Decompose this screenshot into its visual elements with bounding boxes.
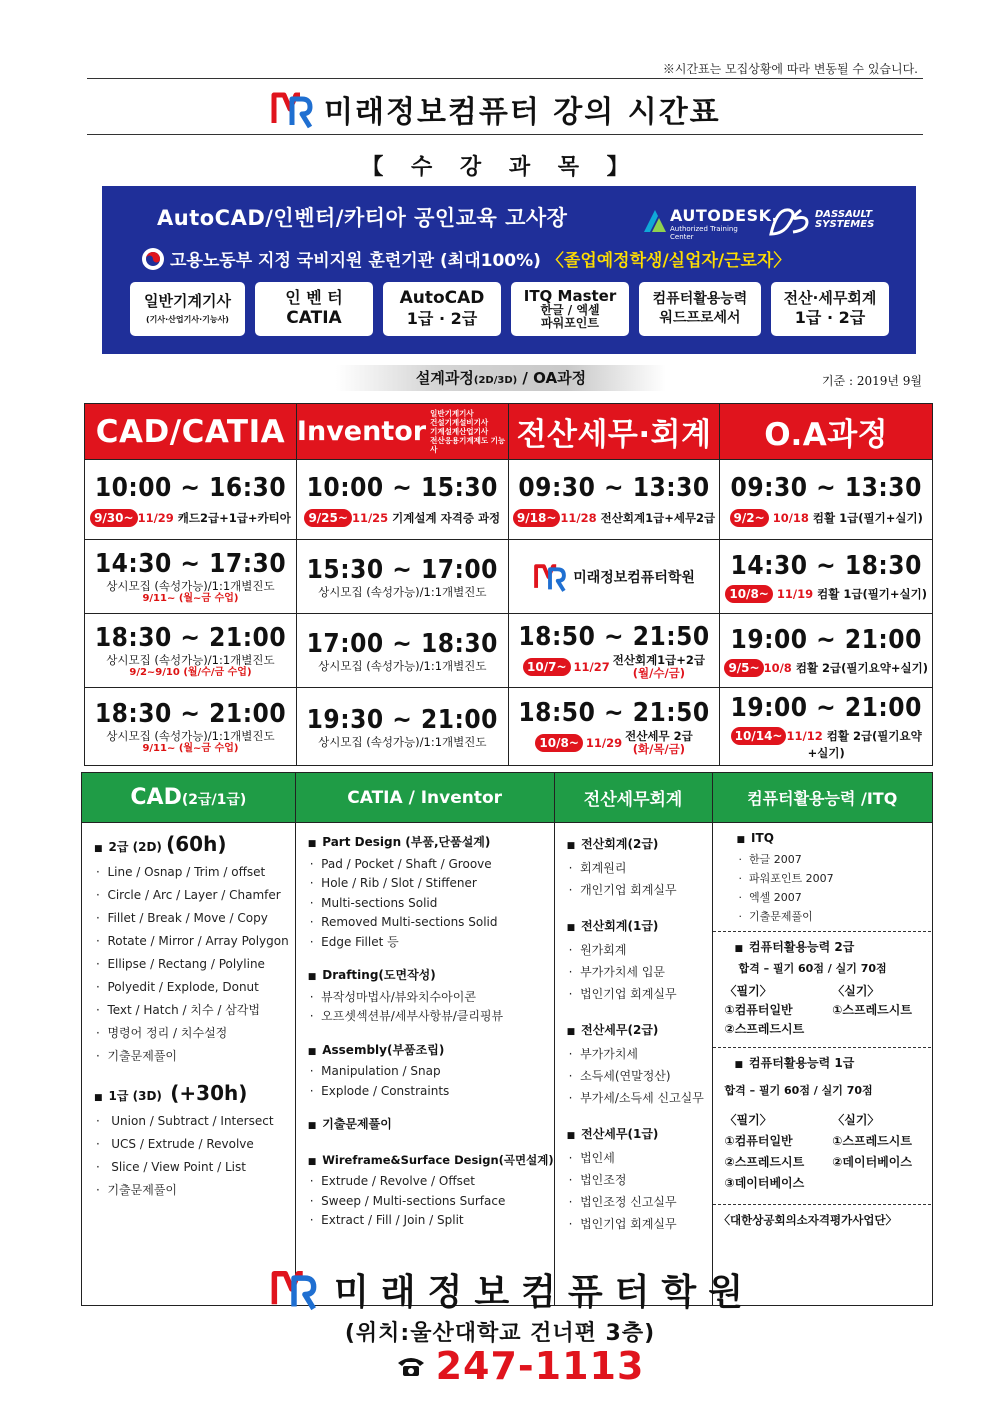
chip-general-machinery	[130, 282, 245, 336]
section-heading: 컴퓨터활용능력 2급	[749, 940, 855, 954]
schedule-table	[84, 403, 933, 766]
dassault-icon	[767, 204, 813, 240]
section-heading: 전산회계(2급)	[581, 837, 659, 851]
list-item-text: Union / Subtract / Intersect	[111, 1114, 274, 1128]
class-time: 14:30 ~ 17:30	[94, 548, 287, 579]
list-item: · 부가가치세 입문	[568, 965, 666, 979]
course-name: 전산회계1급+2급	[612, 652, 706, 667]
chip-label: AutoCAD	[399, 288, 485, 309]
list-item-text: 명령어 정리 / 치수설정	[107, 1026, 228, 1040]
curriculum-tax-column: ■ 전산회계(2급) · 회계원리 · 개인기업 회계실무 ■ 전산회계(1급) · 원가회계 · 부가가치세 입문 · 법인기업 회계실무 ■ 전산세무(2급) · 부가가치세 · 소득세(연말정산) · 부가세/소득세 신고실무 ■ 전산세무(1급) · 법인세 · 법인조정 · 법인조정 신고실무 · 법인기업 회계실무	[554, 823, 712, 1306]
address: (위치:울산대학교 건너편 3층)	[344, 1321, 656, 1346]
list-item-text: Circle / Arc / Layer / Chamfer	[107, 888, 281, 902]
end-date: 10/8	[763, 660, 792, 675]
chip-itq-master	[511, 282, 629, 336]
phone-icon	[396, 1355, 426, 1377]
header-label: CAD/CATIA	[95, 413, 286, 450]
chip-label: 일반기계기사	[144, 291, 231, 310]
list-item: · Union / Subtract / Intersect	[96, 1114, 274, 1128]
class-note: 상시모집 (속성가능)/1:1개별진도	[106, 652, 275, 667]
academy-logo-icon	[533, 560, 567, 594]
schedule-cell	[296, 614, 508, 688]
list-item-text: 법인기업 회계실무	[580, 1217, 677, 1231]
list-item: · 오프셋섹션뷰/세부사항뷰/클리핑뷰	[309, 1009, 504, 1023]
class-subnote: 9/11~ (월~금 수업)	[142, 742, 239, 754]
autodesk-subtext: Authorized Training Center	[670, 225, 738, 241]
class-time: 19:00 ~ 21:00	[730, 624, 922, 655]
list-item-text: 회계원리	[580, 861, 627, 875]
end-date: 11/19	[776, 586, 814, 601]
exam-subjects	[725, 1110, 932, 1194]
banner-line2-main: 고용노동부 지정 국비지원 훈련기관 (최대100%)	[170, 251, 541, 271]
curriculum-table	[81, 772, 933, 1306]
autodesk-logo	[642, 206, 779, 241]
start-date-pill: 9/25~	[304, 509, 352, 527]
list-item-text: Removed Multi-sections Solid	[321, 915, 498, 929]
certifying-body: 〈대한상공회의소자격평가사업단〉	[718, 1213, 898, 1227]
list-item: · Slice / View Point / List	[96, 1160, 246, 1174]
list-item: · 부가가치세	[568, 1047, 639, 1061]
schedule-cell	[296, 688, 508, 766]
start-date-pill: 10/7~	[523, 658, 571, 676]
list-item: · UCS / Extrude / Revolve	[96, 1137, 254, 1151]
chip-inventor-catia	[255, 282, 373, 336]
section-label-tail: / OA과정	[517, 369, 587, 387]
list-item-text: 오프셋섹션뷰/세부사항뷰/클리핑뷰	[321, 1009, 504, 1023]
section-label-main: 설계과정	[415, 369, 474, 387]
header-label: CATIA / Inventor	[347, 787, 503, 808]
curriculum-header-catia	[295, 773, 554, 823]
inventor-sub: 전산응용기계제도 기능사	[430, 436, 506, 454]
schedule-header-cad	[85, 404, 297, 460]
banner-line2-highlight: 〈졸업예정학생/실업자/근로자〉	[546, 251, 791, 271]
list-item: 〈필기〉	[724, 984, 772, 998]
list-item-text: 소득세(연말정산)	[580, 1069, 671, 1083]
list-item: · 명령어 정리 / 치수설정	[96, 1026, 228, 1040]
course-name: 컴활 1급(필기+실기)	[817, 586, 928, 601]
schedule-cell	[508, 614, 720, 688]
list-item: · 법인세	[568, 1151, 615, 1165]
list-item: ①컴퓨터일반	[724, 1134, 793, 1148]
list-item: · Circle / Arc / Layer / Chamfer	[96, 888, 281, 902]
korea-flag-icon	[142, 248, 164, 270]
list-item-text: Ellipse / Rectang / Polyline	[107, 957, 265, 971]
list-item: · Ellipse / Rectang / Polyline	[96, 957, 265, 971]
curriculum-cad-column: ■ 2급 (2D) (60h) · Line / Osnap / Trim / offset · Circle / Arc / Layer / Chamfer · Fillet / Break / Move / Copy · Rotate / Mirror / Array Polygon · Ellipse / Rectang / Polyline · Polyedit / Explode, Donut · Text / Hatch / 치수 / 삼각법 · 명령어 정리 / 치수설정 · 기출문제풀이 ■ 1급 (3D) (+30h) · Union / Subtract / Intersect · UCS / Extrude / Revolve · Slice / View Point / List · 기출문제풀이	[82, 823, 296, 1306]
course-name: 컴활 1급(필기+실기)	[812, 510, 923, 525]
page-title-block	[270, 84, 721, 134]
schedule-header-inventor	[296, 404, 508, 460]
section-heading: 전산세무(2급)	[581, 1023, 659, 1037]
section-heading: Drafting(도면작성)	[322, 968, 436, 982]
section-heading: Wireframe&Surface Design(곡면설계)	[322, 1152, 554, 1167]
autodesk-icon	[642, 208, 668, 234]
class-note: 상시모집 (속성가능)/1:1개별진도	[106, 578, 275, 593]
schedule-cell	[508, 688, 720, 766]
curriculum-header-itq	[712, 773, 932, 823]
class-note: 상시모집 (속성가능)/1:1개별진도	[106, 728, 275, 743]
list-item-text: 뷰작성마법사/뷰와치수아이콘	[321, 989, 476, 1004]
footer-title-block	[270, 1264, 755, 1314]
list-item: · Manipulation / Snap	[309, 1064, 441, 1078]
banner-line1: AutoCAD/인벤터/카티아 공인교육 고사장	[157, 206, 568, 230]
end-date: 10/18	[772, 510, 809, 525]
course-name: 전산회계1급+세무2급	[600, 510, 716, 525]
inventor-sub: 일반기계기사	[430, 409, 474, 418]
chip-sublabel: CATIA	[286, 307, 342, 328]
base-date: 기준 : 2019년 9월	[821, 374, 922, 388]
exam-subjects	[725, 982, 932, 1039]
footer-title: 미래정보컴퓨터학원	[334, 1271, 755, 1313]
inventor-sub: 기계설계산업기사	[430, 427, 489, 436]
section-label	[336, 365, 666, 391]
list-item: · Hole / Rib / Slot / Stiffener	[309, 876, 477, 890]
list-item: · 부가세/소득세 신고실무	[568, 1091, 704, 1105]
list-item: · 법인기업 회계실무	[568, 1217, 677, 1231]
class-time: 09:30 ~ 13:30	[518, 472, 710, 503]
course-name: 전산세무 2급	[625, 728, 693, 743]
list-item-text: Text / Hatch / 치수 / 삼각법	[107, 1003, 260, 1017]
promo-banner	[102, 186, 916, 354]
list-item: 〈실기〉	[832, 984, 880, 998]
course-name: 캐드2급+1급+카티아	[177, 510, 291, 525]
class-time: 10:00 ~ 15:30	[306, 472, 498, 503]
list-item-text: 기출문제풀이	[749, 910, 813, 923]
list-item: · Pad / Pocket / Shaft / Groove	[309, 856, 492, 871]
list-item: ②데이터베이스	[832, 1155, 912, 1169]
schedule-cell	[85, 688, 297, 766]
list-item-text: Fillet / Break / Move / Copy	[107, 911, 268, 925]
list-item-text: UCS / Extrude / Revolve	[111, 1137, 254, 1151]
class-note: 상시모집 (속성가능)/1:1개별진도	[318, 734, 487, 749]
start-date-pill: 9/30~	[90, 509, 138, 527]
list-item: ①스프레드시트	[832, 1003, 912, 1017]
schedule-header-oa	[720, 404, 933, 460]
divider	[87, 134, 923, 135]
class-note: 상시모집 (속성가능)/1:1개별진도	[318, 658, 487, 673]
class-time: 09:30 ~ 13:30	[730, 472, 922, 503]
list-item: · Rotate / Mirror / Array Polygon	[96, 934, 289, 948]
chip-sublabel: 워드프로세서	[659, 310, 741, 326]
list-item-text: 파워포인트 2007	[749, 872, 834, 885]
list-item-text: 법인세	[580, 1151, 615, 1165]
list-item: · Extrude / Revolve / Offset	[309, 1174, 475, 1188]
chip-computer-skills	[639, 282, 761, 336]
chip-sublabel: 1급 · 2급	[794, 307, 866, 327]
schedule-cell	[85, 614, 297, 688]
section-heading: 기출문제풀이	[322, 1117, 392, 1131]
hours-label: (60h)	[166, 832, 227, 856]
list-item: · Text / Hatch / 치수 / 삼각법	[96, 1003, 260, 1017]
course-name: 컴활 2급(필기요약+실기)	[807, 728, 922, 760]
list-item: · Fillet / Break / Move / Copy	[96, 911, 268, 925]
list-item-text: Extrude / Revolve / Offset	[321, 1174, 475, 1188]
list-item: · Sweep / Multi-sections Surface	[309, 1193, 506, 1208]
academy-logo-icon	[270, 87, 314, 131]
list-item: · 법인기업 회계실무	[568, 987, 677, 1001]
header-label: Inventor	[296, 416, 427, 447]
phone-block	[390, 1344, 650, 1388]
class-time: 18:50 ~ 21:50	[518, 621, 710, 652]
schedule-cell	[720, 614, 933, 688]
list-item: · Line / Osnap / Trim / offset	[96, 865, 266, 879]
list-item-text: Hole / Rib / Slot / Stiffener	[321, 876, 477, 890]
schedule-cell	[508, 540, 720, 614]
list-item: · 파워포인트 2007	[738, 872, 834, 885]
list-item: ①스프레드시트	[832, 1134, 912, 1148]
list-item: · Polyedit / Explode, Donut	[96, 980, 259, 994]
chip-sublabel: 1급 · 2급	[406, 309, 478, 329]
course-name: 기계설계 자격증 과정	[392, 510, 501, 525]
end-date: 11/29	[585, 735, 623, 750]
list-item-text: Rotate / Mirror / Array Polygon	[107, 934, 289, 948]
course-chips	[130, 282, 889, 336]
list-item-text: Pad / Pocket / Shaft / Groove	[321, 856, 492, 871]
header-label: O.A과정	[764, 417, 889, 453]
list-item: · 개인기업 회계실무	[568, 883, 677, 897]
list-item: · Explode / Constraints	[309, 1083, 450, 1098]
section-heading: 1급 (3D)	[108, 1089, 162, 1103]
list-item-text: Polyedit / Explode, Donut	[107, 980, 259, 994]
list-item-text: Line / Osnap / Trim / offset	[107, 865, 266, 879]
class-subnote: 9/2~9/10 (월/수/금 수업)	[129, 666, 252, 678]
class-time: 15:30 ~ 17:00	[306, 554, 498, 585]
start-date-pill: 10/8~	[535, 734, 583, 752]
list-item-text: 한글 2007	[749, 853, 802, 866]
inventor-sub: 건설기계설비기사	[430, 418, 489, 427]
schedule-cell	[85, 540, 297, 614]
start-date-pill: 10/14~	[731, 727, 787, 745]
chip-autocad	[383, 282, 501, 336]
chip-sublabel: (기사·산업기사·기능사)	[146, 314, 229, 324]
academy-logo-icon	[270, 1265, 318, 1313]
pass-criteria: 합격 – 필기 60점 / 실기 70점	[738, 962, 887, 975]
list-item: · 법인조정 신고실무	[568, 1195, 677, 1209]
inventor-sub-list	[430, 409, 508, 454]
section-heading: 전산세무(1급)	[581, 1127, 659, 1141]
chip-sublabel: 한글 / 엑셀	[540, 303, 600, 318]
list-item: · 기출문제풀이	[96, 1049, 178, 1063]
class-time: 18:30 ~ 21:00	[94, 698, 287, 729]
start-date-pill: 9/18~	[513, 509, 561, 527]
chip-label: 전산·세무회계	[783, 289, 877, 308]
list-item: · 한글 2007	[738, 853, 802, 866]
section-heading: ITQ	[751, 831, 774, 845]
list-item-text: 부가가치세	[580, 1047, 639, 1061]
divider	[713, 931, 931, 932]
list-item-text: 기출문제풀이	[107, 1183, 178, 1197]
list-item: ②스프레드시트	[724, 1022, 805, 1036]
list-item: 〈실기〉	[832, 1113, 880, 1127]
chip-tax-accounting	[771, 282, 889, 336]
end-date: 11/25	[351, 510, 389, 525]
list-item: · Multi-sections Solid	[309, 895, 438, 910]
page-title: 미래정보컴퓨터 강의 시간표	[324, 95, 721, 130]
header-sublabel: (2급/1급)	[181, 792, 247, 808]
list-item: · Removed Multi-sections Solid	[309, 915, 498, 929]
section-heading: Assembly(부품조립)	[322, 1042, 445, 1057]
course-name: 컴활 2급(필기요약+실기)	[795, 660, 928, 675]
list-item-text: Edge Fillet 등	[321, 934, 399, 949]
list-item-text: 법인조정 신고실무	[580, 1195, 677, 1209]
dassault-logo	[767, 204, 887, 240]
chip-sublabel: 파워포인트	[541, 315, 599, 330]
list-item: · Extract / Fill / Join / Split	[309, 1213, 464, 1227]
list-item-text: Extract / Fill / Join / Split	[321, 1213, 464, 1227]
schedule-cell	[296, 460, 508, 540]
schedule-cell	[720, 688, 933, 766]
curriculum-itq-column: ■ ITQ · 한글 2007 · 파워포인트 2007 · 엑셀 2007 · 기출문제풀이 ■ 컴퓨터활용능력 2급 합격 – 필기 60점 / 실기 70점 〈필기〉 ①컴퓨터일반 ②스프레드시트 〈실기〉 ①스프레드시트 ■ 컴퓨터활용능력 1급 합격 – 필기 60점 / 실기 70점 〈필기〉 ①컴퓨터일반 ②스프레드시트 ③데이터베이스 〈실기〉 ①스프레드시트 ②데이터베이스 〈대한상공회의소자격평가사업단〉	[712, 823, 932, 1306]
schedule-cell	[720, 540, 933, 614]
class-time: 19:00 ~ 21:00	[730, 692, 922, 723]
section-heading: 2급 (2D)	[108, 840, 162, 854]
course-days: (화/목/금)	[632, 741, 686, 756]
list-item: ③데이터베이스	[724, 1176, 805, 1190]
banner-line2	[142, 246, 790, 271]
list-item: · 원가회계	[568, 943, 627, 957]
hours-label: (+30h)	[170, 1081, 248, 1105]
list-item-text: Sweep / Multi-sections Surface	[321, 1193, 506, 1208]
list-item: · 회계원리	[568, 861, 627, 875]
list-item-text: Explode / Constraints	[321, 1083, 450, 1098]
list-item: · 기출문제풀이	[96, 1183, 178, 1197]
list-item-text: 법인기업 회계실무	[580, 987, 677, 1001]
course-days: (월/수/금)	[632, 665, 686, 680]
pass-criteria: 합격 – 필기 60점 / 실기 70점	[724, 1084, 873, 1097]
class-time: 18:50 ~ 21:50	[518, 697, 710, 728]
header-label: 컴퓨터활용능력 /ITQ	[747, 789, 898, 808]
header-label: 전산세무회계	[583, 790, 683, 810]
divider	[713, 1204, 931, 1205]
schedule-cell	[720, 460, 933, 540]
end-date: 11/12	[786, 728, 823, 743]
class-time: 10:00 ~ 16:30	[94, 472, 287, 503]
schedule-cell	[508, 460, 720, 540]
list-item: · 엑셀 2007	[738, 891, 802, 904]
divider	[87, 78, 923, 79]
list-item: ②스프레드시트	[724, 1155, 805, 1169]
section-label-small: (2D/3D)	[473, 375, 518, 386]
list-item: · 소득세(연말정산)	[568, 1069, 671, 1083]
curriculum-header-tax	[554, 773, 712, 823]
list-item-text: 법인조정	[580, 1173, 627, 1187]
list-item: · 법인조정	[568, 1173, 627, 1187]
curriculum-header-cad	[82, 773, 296, 823]
end-date: 11/29	[137, 510, 174, 525]
curriculum-catia-column: ■ Part Design (부품,단품설계) · Pad / Pocket / Shaft / Groove · Hole / Rib / Slot / Stiffener · Multi-sections Solid · Removed Multi-sections Solid · Edge Fillet 등 ■ Drafting(도면작성) · 뷰작성마법사/뷰와치수아이콘 · 오프셋섹션뷰/세부사항뷰/클리핑뷰 ■ Assembly(부품조립) · Manipulation / Snap · Explode / Constraints ■ 기출문제풀이 ■ Wireframe&Surface Design(곡면설계) · Extrude / Revolve / Offset · Sweep / Multi-sections Surface · Extract / Fill / Join / Split	[295, 823, 554, 1306]
list-item-text: 부가가치세 입문	[580, 965, 666, 979]
list-item-text: Multi-sections Solid	[321, 895, 438, 910]
chip-label: ITQ Master	[523, 286, 617, 305]
section-heading: Part Design (부품,단품설계)	[322, 835, 491, 849]
class-time: 19:30 ~ 21:00	[306, 704, 498, 735]
dassault-text: DASSAULT SYSTEMES	[815, 209, 875, 230]
divider	[713, 1047, 931, 1048]
chip-label: 인 벤 터	[285, 288, 343, 308]
list-item-text: 기출문제풀이	[107, 1049, 178, 1063]
start-date-pill: 9/2~	[730, 509, 769, 527]
header-label: CAD	[130, 785, 182, 810]
end-date: 11/27	[573, 659, 610, 674]
list-item-text: 부가세/소득세 신고실무	[580, 1091, 704, 1105]
section-heading: 전산회계(1급)	[581, 919, 659, 933]
schedule-header-tax	[508, 404, 720, 460]
end-date: 11/28	[560, 510, 597, 525]
list-item-text: 원가회계	[580, 943, 627, 957]
class-time: 18:30 ~ 21:00	[94, 622, 287, 653]
academy-name: 미래정보컴퓨터학원	[573, 569, 695, 586]
list-item: ①컴퓨터일반	[724, 1003, 793, 1017]
list-item: · 기출문제풀이	[738, 910, 813, 923]
autodesk-text: AUTODESK.	[670, 206, 779, 225]
schedule-cell	[85, 460, 297, 540]
list-item: · Edge Fillet 등	[309, 934, 399, 949]
start-date-pill: 10/8~	[725, 585, 773, 603]
start-date-pill: 9/5~	[724, 659, 763, 677]
class-time: 17:00 ~ 18:30	[306, 628, 498, 659]
subjects-label: 【 수 강 과 목 】	[361, 155, 639, 180]
list-item-text: 개인기업 회계실무	[580, 883, 677, 897]
header-label: 전산세무·회계	[516, 417, 712, 453]
chip-label: 컴퓨터활용능력	[652, 291, 748, 308]
notice-text: ※시간표는 모집상황에 따라 변동될 수 있습니다.	[662, 62, 918, 76]
class-subnote: 9/11~ (월~금 수업)	[142, 592, 239, 604]
list-item: 〈필기〉	[724, 1113, 772, 1127]
section-heading: 컴퓨터활용능력 1급	[749, 1056, 855, 1070]
list-item-text: Manipulation / Snap	[321, 1064, 441, 1078]
class-note: 상시모집 (속성가능)/1:1개별진도	[318, 584, 487, 599]
phone-number[interactable]: 247-1113	[435, 1344, 645, 1388]
schedule-cell	[296, 540, 508, 614]
class-time: 14:30 ~ 18:30	[730, 550, 922, 581]
list-item: · 뷰작성마법사/뷰와치수아이콘	[309, 989, 476, 1004]
list-item-text: 엑셀 2007	[749, 891, 802, 904]
list-item-text: Slice / View Point / List	[111, 1160, 246, 1174]
